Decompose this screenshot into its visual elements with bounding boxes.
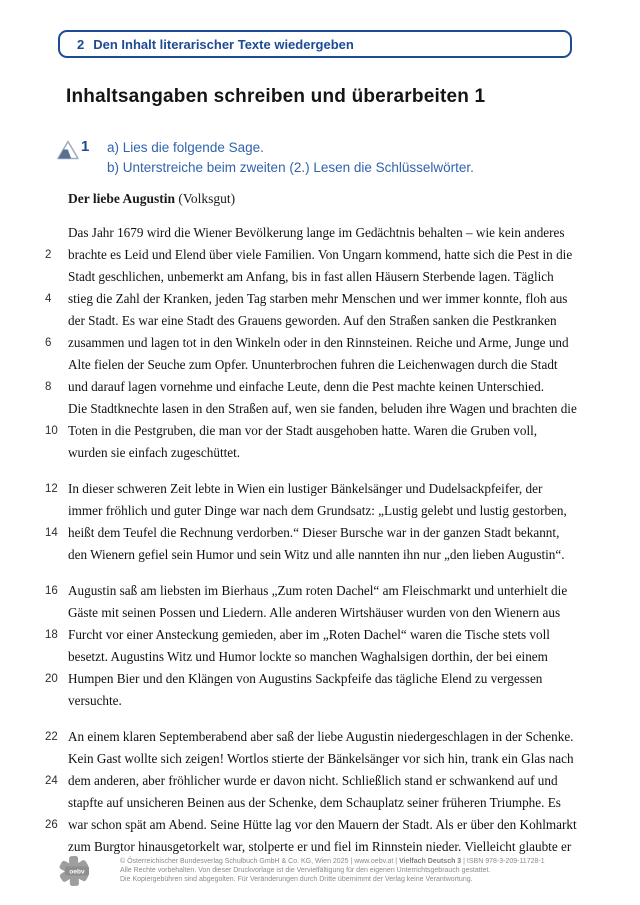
story-line-text: stapfte auf unsicheren Beinen aus der Schenke, dem Schauplatz seiner früheren Triumphe. Es — [68, 795, 561, 810]
story-line-text: heißt dem Teufel die Rechnung verdorben.“ Dieser Bursche war in der ganzen Stadt bekannt, — [68, 525, 560, 540]
story-line-text: In dieser schweren Zeit lebte in Wien ein lustiger Bänkelsänger und Dudelsackpfeifer, der — [68, 481, 543, 496]
exercise-instructions — [107, 138, 577, 177]
story-line — [45, 690, 620, 712]
story-line-text: Furcht vor einer Ansteckung gemieden, aber im „Roten Dachel“ waren die Tische stets voll — [68, 627, 550, 642]
line-number: 8 — [45, 381, 52, 393]
page-title: Inhaltsangaben schreiben und überarbeiten 1 — [66, 86, 486, 107]
copyright-text — [120, 857, 545, 884]
story-line-text: brachte es Leid und Elend über viele Familien. Von Ungarn kommend, hatte sich die Pest in die — [68, 247, 573, 262]
copyright-line-2: Alle Rechte vorbehalten. Von dieser Druckvorlage ist die Vervielfältigung für den eigenen Unterrichtsgebrauch gestattet. — [120, 867, 491, 874]
story-paragraph — [45, 478, 620, 566]
story-paragraph — [45, 580, 620, 712]
story-line-text: An einem klaren Septemberabend aber saß der liebe Augustin niedergeschlagen in der Schenke. — [68, 729, 574, 744]
line-number: 24 — [45, 775, 58, 787]
story-line — [45, 770, 620, 792]
story-line-text: Die Stadtknechte lasen in den Straßen auf, wen sie fanden, beluden ihre Wagen und brachten die — [68, 401, 577, 416]
line-number — [45, 602, 68, 624]
story-line — [45, 814, 620, 836]
line-number — [45, 690, 68, 712]
copyright-line-1-post: | ISBN 978-3-209-11728-1 — [461, 858, 545, 865]
story-line-text: immer fröhlich und guter Dinge war nach dem Grundsatz: „Lustig gelebt und lustig gestorben, — [68, 503, 567, 518]
line-number — [45, 792, 68, 814]
story-line — [45, 310, 620, 332]
story-line-text: Augustin saß am liebsten im Bierhaus „Zum roten Dachel“ am Fleischmarkt und unterhielt die — [68, 583, 568, 598]
line-number — [45, 500, 68, 522]
line-number: 6 — [45, 337, 52, 349]
story-line — [45, 792, 620, 814]
story-line-text: Stadt geschlichen, unbemerkt am Anfang, bis in fast allen Häusern Sterbende lagen. Täglich — [68, 269, 554, 284]
story-line-text: versuchte. — [68, 693, 122, 708]
line-number: 26 — [45, 819, 58, 831]
story-line — [45, 726, 620, 748]
story-line — [45, 442, 620, 464]
line-number — [45, 222, 68, 244]
svg-text:oebv: oebv — [69, 868, 85, 876]
line-number: 10 — [45, 425, 58, 437]
story-line — [45, 500, 620, 522]
story-line-text: Humpen Bier und den Klängen von Augustins Sackpfeife das tägliche Elend zu vergessen — [68, 671, 543, 686]
story-line — [45, 244, 620, 266]
story-line-text: Alte fielen der Seuche zum Opfer. Ununterbrochen fuhren die Leichenwagen durch die Stadt — [68, 357, 558, 372]
story-line — [45, 478, 620, 500]
copyright-line-1-pre: © Österreichischer Bundesverlag Schulbuch GmbH & Co. KG, Wien 2025 | www.oebv.at | — [120, 858, 400, 865]
instruction-b: b) Unterstreiche beim zweiten (2.) Lesen die Schlüsselwörter. — [107, 159, 474, 175]
line-number: 4 — [45, 293, 52, 305]
line-number — [45, 310, 68, 332]
story-line-text: Das Jahr 1679 wird die Wiener Bevölkerung lange im Gedächtnis behalten – wie kein anderes — [68, 225, 565, 240]
line-number: 20 — [45, 673, 58, 685]
copyright-line-3: Die Kopiergebühren sind abgegolten. Für Veränderungen durch Dritte übernimmt der Verlag keine Verantwortung. — [120, 876, 473, 883]
story-line — [45, 748, 620, 770]
story-line — [45, 522, 620, 544]
story-line-text: zum Burgtor hinausgetorkelt war, stolperte er und fiel im Rinnstein nieder. Vielleicht glaubte er — [68, 839, 572, 854]
story-line-text: Kein Gast wollte sich zeigen! Wortlos stierte der Bänkelsänger vor sich hin, trank ein Glas nach — [68, 751, 574, 766]
line-number: 22 — [45, 731, 58, 743]
chapter-header-box — [58, 30, 572, 58]
story-line-text: Toten in die Pestgruben, die man vor der Stadt ausgehoben hatte. Waren die Gruben voll, — [68, 423, 538, 438]
story-line-text: den Wienern gefiel sein Humor und sein Witz und alle nannten ihn nur „den lieben Augustin“. — [68, 547, 565, 562]
page-footer — [50, 849, 595, 900]
copyright-book-title: Vielfach Deutsch 3 — [399, 858, 462, 865]
story-line — [45, 668, 620, 690]
story-line — [45, 288, 620, 310]
story-line — [45, 354, 620, 376]
line-number: 16 — [45, 585, 58, 597]
line-number — [45, 266, 68, 288]
line-number: 14 — [45, 527, 58, 539]
story-line-text: dem anderen, aber fröhlicher wurde er davon nicht. Schließlich stand er schwankend auf und — [68, 773, 558, 788]
story-line — [45, 420, 620, 442]
line-number: 2 — [45, 249, 52, 261]
line-number — [45, 354, 68, 376]
story-line-text: war schon spät am Abend. Seine Hütte lag vor den Mauern der Stadt. Als er über den Kohlmarkt — [68, 817, 577, 832]
story-line — [45, 602, 620, 624]
story-paragraph — [45, 726, 620, 858]
line-number — [45, 646, 68, 668]
story-line-text: stieg die Zahl der Kranken, jeden Tag starben mehr Menschen und wer immer konnte, floh aus — [68, 291, 568, 306]
story-body — [45, 222, 620, 872]
story-line — [45, 544, 620, 566]
oebv-logo-icon — [50, 851, 100, 900]
line-number — [45, 398, 68, 420]
story-line — [45, 624, 620, 646]
story-line — [45, 376, 620, 398]
exercise-number: 1 — [81, 138, 90, 155]
story-line-text: besetzt. Augustins Witz und Humor lockte so manchen Waghalsigen dorthin, der bei einem — [68, 649, 548, 664]
line-number — [45, 544, 68, 566]
copyright-line-1 — [120, 857, 545, 866]
story-paragraph — [45, 222, 620, 464]
story-line-text: der Stadt. Es war eine Stadt des Grauens geworden. Auf den Straßen sanken die Pestkranken — [68, 313, 557, 328]
story-line — [45, 222, 620, 244]
story-source: (Volksgut) — [175, 191, 236, 206]
story-line — [45, 332, 620, 354]
line-number — [45, 748, 68, 770]
story-line-text: wurden sie einfach zugeschüttet. — [68, 445, 241, 460]
difficulty-triangle-icon — [57, 140, 79, 165]
story-line-text: und darauf lagen vornehme und einfache Leute, denn die Pest machte keinen Unterschied. — [68, 379, 545, 394]
story-title-row — [68, 191, 235, 207]
story-line — [45, 266, 620, 288]
story-line-text: Gäste mit seinen Possen und Liedern. Alle anderen Wirtshäuser wurden von den Wienern aus — [68, 605, 561, 620]
chapter-number: 2 — [77, 36, 85, 52]
story-line-text: zusammen und lagen tot in den Winkeln oder in den Rinnsteinen. Reiche und Arme, Junge und — [68, 335, 569, 350]
chapter-title: Den Inhalt literarischer Texte wiedergeben — [93, 36, 354, 52]
story-title: Der liebe Augustin — [68, 191, 176, 206]
line-number — [45, 442, 68, 464]
story-line — [45, 646, 620, 668]
line-number: 12 — [45, 483, 58, 495]
story-line — [45, 398, 620, 420]
line-number: 18 — [45, 629, 58, 641]
story-line — [45, 580, 620, 602]
instruction-a: a) Lies die folgende Sage. — [107, 140, 264, 155]
